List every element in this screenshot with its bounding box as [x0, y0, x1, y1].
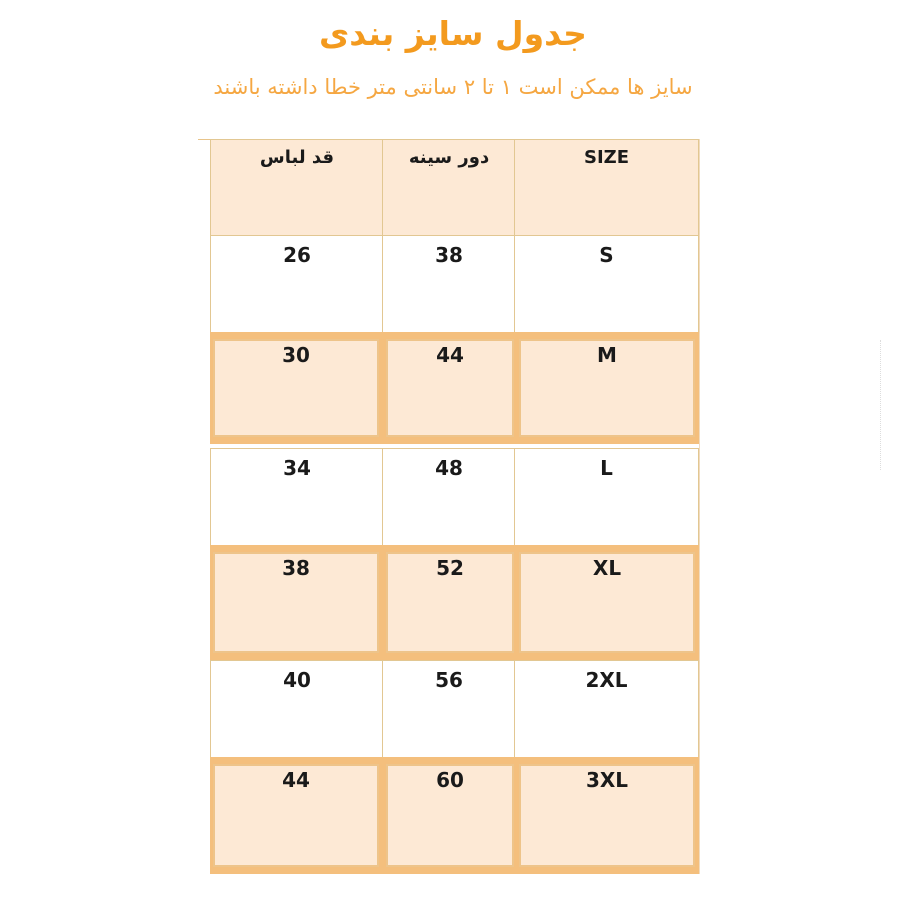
cell-length: 34	[210, 449, 383, 545]
table-row	[210, 235, 699, 332]
table-row	[210, 757, 699, 874]
cell-chest: 60	[386, 764, 514, 867]
cell-size: S	[514, 236, 699, 332]
cell-chest: 38	[382, 236, 515, 332]
size-table	[210, 139, 699, 874]
cell-length: 26	[210, 236, 383, 332]
table-header-row	[210, 139, 699, 236]
header-length: قد لباس	[210, 140, 383, 236]
table-row	[210, 545, 699, 660]
cell-length: 30	[213, 339, 379, 437]
cell-length: 44	[213, 764, 379, 867]
header-chest: دور سینه	[382, 140, 515, 236]
cell-size: L	[514, 449, 699, 545]
cell-size: XL	[519, 552, 695, 653]
cell-chest: 52	[386, 552, 514, 653]
page-subtitle: سایز ها ممکن است ۱ تا ۲ سانتی متر خطا داشته باشند	[213, 75, 693, 99]
table-edge-line	[699, 139, 700, 874]
background-mark	[880, 340, 883, 470]
page-title: جدول سایز بندی	[319, 14, 587, 53]
cell-chest: 56	[382, 661, 515, 757]
cell-size: M	[519, 339, 695, 437]
table-row	[210, 660, 699, 757]
cell-chest: 48	[382, 449, 515, 545]
top-divider	[198, 139, 210, 140]
table-row	[210, 448, 699, 545]
cell-chest: 44	[386, 339, 514, 437]
cell-size: 3XL	[519, 764, 695, 867]
cell-length: 40	[210, 661, 383, 757]
cell-length: 38	[213, 552, 379, 653]
table-row	[210, 332, 699, 444]
cell-size: 2XL	[514, 661, 699, 757]
header-size: SIZE	[514, 140, 699, 236]
